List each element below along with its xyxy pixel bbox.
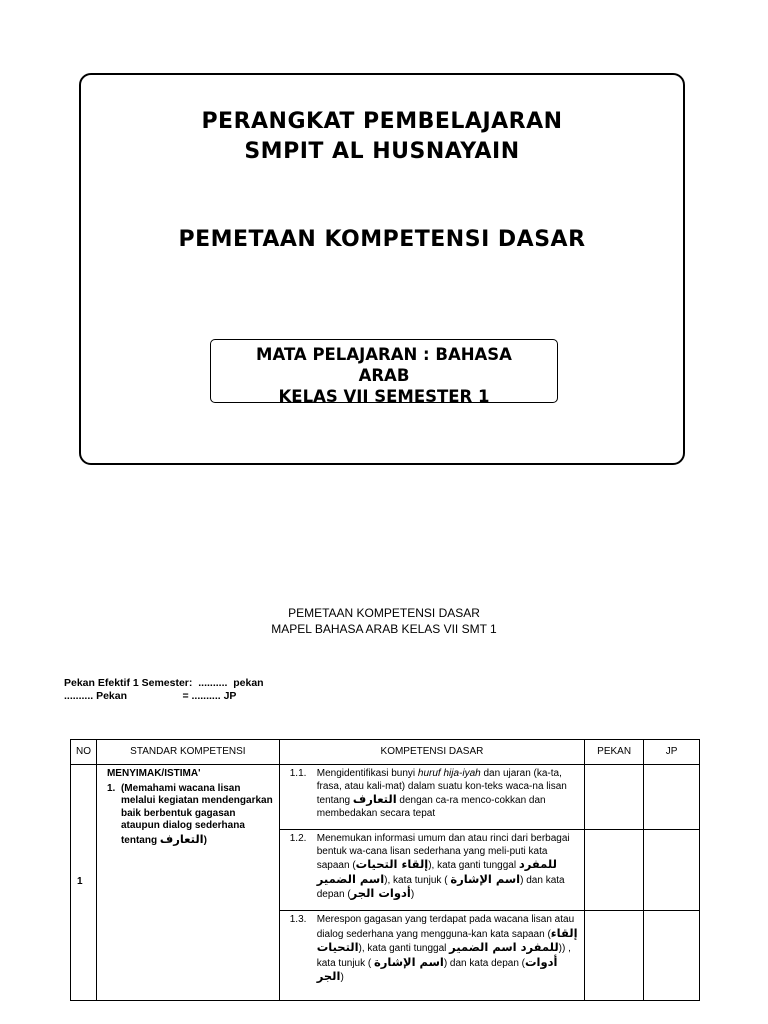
header-no: NO [71, 740, 97, 765]
kd-arabic: أدوات الجر [350, 886, 411, 900]
kompetensi-dasar-cell [279, 911, 584, 1001]
jp-cell [644, 911, 700, 1001]
kd-text-part: dengan ca-ra menco-cokkan dan membedakan secara tepat [316, 795, 546, 819]
kd-text-part: ) dan kata depan ( [316, 874, 565, 900]
sk-heading: MENYIMAK/ISTIMA' [106, 768, 201, 779]
kd-text [317, 914, 578, 985]
kd-text-italic: huruf hija-iyah [417, 768, 481, 779]
header-pekan: PEKAN [585, 740, 644, 765]
kd-text-part: )) , kata tunjuk ( [316, 943, 571, 969]
kd-text-part: ), kata ganti tunggal [428, 860, 519, 871]
meta-line2: .......... Pekan = .......... JP [64, 690, 237, 702]
subject-line2: ARAB [358, 366, 410, 385]
table-header-row [71, 740, 700, 765]
kd-number: 1.3. [289, 914, 307, 925]
kd-text [317, 768, 578, 820]
header-jp: JP [644, 740, 700, 765]
sk-item-text: (Memahami wacana lisan melalui kegiatan mendengarkan baik berbentuk gagasan ataupun dialog sederhana tentang [120, 782, 273, 846]
kd-arabic: للمفرد اسم الضمير [316, 857, 557, 886]
cover-title-line1: PERANGKAT PEMBELAJARAN [201, 109, 563, 134]
kd-text-part: ), kata tunjuk ( [384, 874, 451, 886]
kd-arabic: اسم الإشارة [374, 954, 444, 969]
pekan-cell [585, 911, 644, 1001]
kd-arabic: إلقاء التحيات [355, 857, 429, 871]
kd-text-part: ), kata ganti tunggal [358, 943, 450, 954]
kd-number: 1.2. [289, 833, 307, 844]
subject-box [210, 339, 558, 403]
kd-text-part: Menemukan informasi umum dan atau rinci dari berbagai bentuk wa-cana lisan sederhana yang meli-puti kata sapaan ( [316, 833, 570, 871]
subject-line1: MATA PELAJARAN : BAHASA [256, 345, 512, 364]
header-standar-kompetensi: STANDAR KOMPETENSI [96, 740, 279, 765]
cover-title-line2: SMPIT AL HUSNAYAIN [244, 139, 520, 164]
kd-text-part: ) [340, 972, 344, 983]
kd-text-part: Mengidentifikasi bunyi [316, 768, 418, 779]
kd-arabic: التعارف [352, 792, 397, 806]
pekan-cell [585, 830, 644, 911]
jp-cell [644, 765, 700, 830]
kd-text-part: dan ujaran (ka-ta, frasa, atau kali-mat) dalam suatu kon-teks waca-na lisan tentang [316, 768, 567, 806]
cover-title-line3: PEMETAAN KOMPETENSI DASAR [178, 227, 586, 252]
kd-number: 1.1. [289, 768, 307, 779]
sk-item-body [121, 783, 275, 848]
sk-item-arabic: التعارف [159, 831, 204, 846]
kd-arabic: إلقاء التحيات [316, 925, 578, 954]
header-kompetensi-dasar: KOMPETENSI DASAR [279, 740, 584, 765]
sk-item [107, 783, 275, 848]
jp-cell [644, 830, 700, 911]
meta-line1: Pekan Efektif 1 Semester: .......... pekan [64, 677, 264, 689]
kd-arabic: للمفرد اسم الضمير [449, 940, 559, 954]
kd-arabic: اسم الإشارة [450, 871, 521, 886]
kd-text-part: ) [410, 889, 415, 900]
sk-item-end: ) [203, 834, 207, 846]
subject-line3: KELAS VII SEMESTER 1 [278, 387, 490, 403]
kompetensi-dasar-cell [279, 765, 584, 830]
kd-arabic: أدوات الجر [316, 954, 558, 983]
doc-heading-line1: PEMETAAN KOMPETENSI DASAR [288, 606, 480, 620]
row-number: 1 [71, 765, 97, 1001]
doc-heading-line2: MAPEL BAHASA ARAB KELAS VII SMT 1 [271, 622, 497, 636]
kd-text-part: Merespon gagasan yang terdapat pada wacana lisan atau dialog sederhana yang mengguna-kan kata sapaan ( [316, 914, 575, 940]
kd-text-part: ) dan kata depan ( [443, 957, 525, 969]
kd-text [317, 833, 578, 902]
competency-table [70, 739, 700, 1001]
table-row [71, 765, 700, 830]
cover-box [79, 73, 685, 465]
standar-kompetensi-cell [96, 765, 279, 1001]
sk-item-number: 1. [106, 782, 116, 794]
pekan-cell [585, 765, 644, 830]
kompetensi-dasar-cell [279, 830, 584, 911]
